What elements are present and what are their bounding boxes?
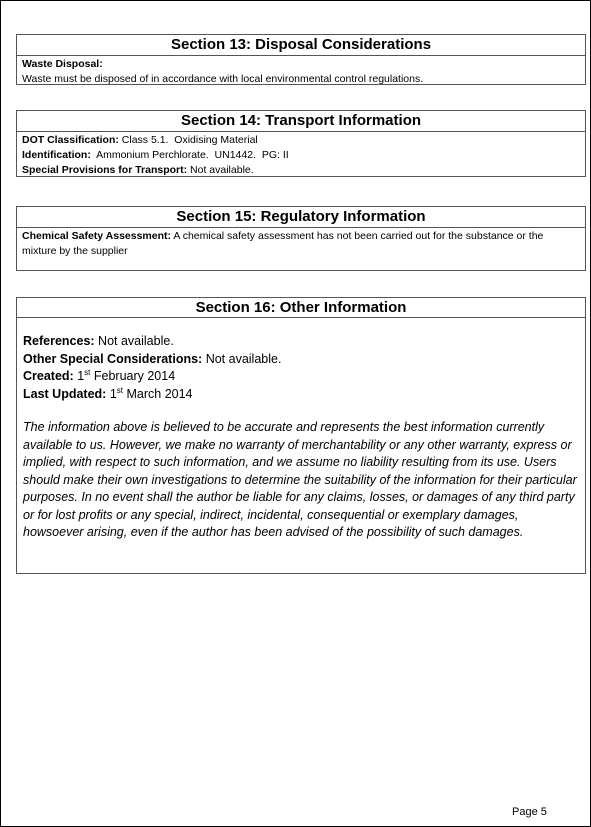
created-label: Created: — [23, 369, 74, 383]
dot-classification-value: Class 5.1. Oxidising Material — [118, 134, 258, 146]
waste-disposal-label: Waste Disposal: — [22, 58, 103, 70]
section-15-body — [17, 228, 585, 259]
section-15-title: Section 15: Regulatory Information — [17, 207, 585, 228]
section-13-title: Section 13: Disposal Considerations — [17, 35, 585, 56]
created-day: 1 — [73, 369, 85, 383]
special-provisions-value: Not available. — [187, 164, 254, 176]
created-month-year: February 2014 — [90, 369, 176, 383]
dot-classification-line — [22, 133, 580, 148]
identification-value: Ammonium Perchlorate. UN1442. PG: II — [90, 149, 289, 161]
last-updated-line — [23, 386, 579, 404]
references-label: References: — [23, 334, 95, 348]
dot-classification-label: DOT Classification: — [22, 134, 119, 146]
other-considerations-line — [23, 351, 579, 369]
references-value: Not available. — [94, 334, 174, 348]
section-13-disposal — [16, 34, 586, 85]
page-number: Page 5 — [512, 806, 547, 818]
waste-disposal-text: Waste must be disposed of in accordance with local environmental control regulations. — [22, 73, 424, 85]
special-provisions-label: Special Provisions for Transport: — [22, 164, 188, 176]
chemical-safety-assessment — [22, 229, 580, 259]
identification-label: Identification: — [22, 149, 91, 161]
created-line — [23, 368, 579, 386]
created-day-suffix: st — [84, 367, 91, 377]
waste-disposal-label-line — [22, 57, 580, 72]
section-16-title: Section 16: Other Information — [17, 298, 585, 318]
special-provisions-line — [22, 163, 580, 178]
last-updated-label: Last Updated: — [23, 386, 107, 401]
references-line — [23, 333, 579, 351]
section-14-title: Section 14: Transport Information — [17, 111, 585, 132]
csa-label: Chemical Safety Assessment: — [22, 230, 172, 242]
last-updated-day-suffix: st — [116, 385, 124, 395]
last-updated-day: 1 — [106, 386, 117, 401]
section-14-transport — [16, 110, 586, 177]
other-considerations-label: Other Special Considerations: — [23, 351, 203, 366]
other-considerations-value: Not available. — [202, 351, 282, 366]
section-15-regulatory — [16, 206, 586, 271]
section-16-body — [17, 318, 585, 542]
section-13-body — [17, 56, 585, 87]
section-14-body — [17, 132, 585, 178]
section-16-other — [16, 297, 586, 574]
identification-line — [22, 148, 580, 163]
disclaimer-text: The information above is believed to be accurate and represents the best information currently available to us. However, we make no warranty of merchantability or any other warranty, express or implied, with respect to such information, and we assume no liability resulting from its use. Users should make their own investigations to determine the suitability of the information for their particular purposes. In no event shall the author be liable for any claims, losses, or damages of any third party or for lost profits or any special, indirect, incidental, consequential or exemplary damages, howsoever arising, even if the author has been advised of the possibility of such damages. — [23, 420, 577, 539]
csa-value: A chemical safety assessment has not been carried out for the substance or the mixture by the supplier — [22, 230, 544, 257]
last-updated-month-year: March 2014 — [123, 386, 193, 401]
